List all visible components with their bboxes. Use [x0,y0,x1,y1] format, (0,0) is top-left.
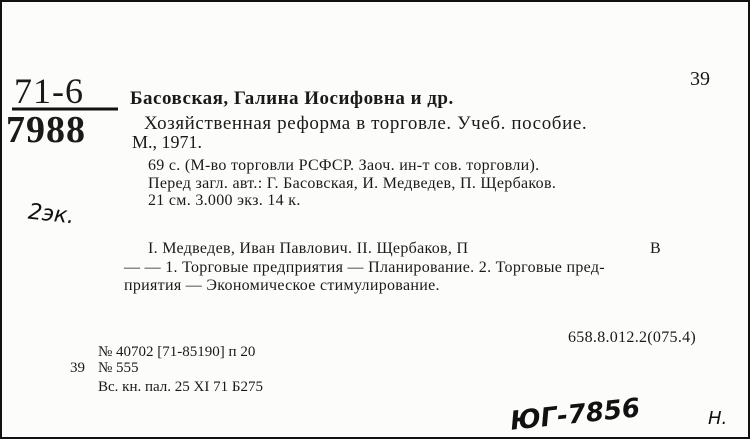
handwritten-accession-note: ЮГ-7856 [508,393,642,437]
handwritten-corner-mark: Н. [708,408,728,429]
tracing-letter: В [650,240,661,257]
book-title: Хозяйственная реформа в торговле. Учеб. пособие. [144,113,588,134]
tracing-line: — — 1. Торговые предприятия — Планирование. 2. Торговые пред- [124,259,605,276]
order-prefix: 39 [70,360,85,376]
author-heading: Басовская, Галина Иосифовна и др. [130,88,454,109]
order-line: № 40702 [71-85190] п 20 [98,344,256,360]
order-line: Вс. кн. пал. 25 XI 71 Б275 [98,379,263,395]
description-line: 21 см. 3.000 экз. 14 к. [148,192,301,209]
imprint: М., 1971. [132,132,203,152]
description-line: Перед загл. авт.: Г. Басовская, И. Медведев, П. Щербаков. [148,175,557,192]
order-line: № 555 [98,360,139,376]
call-number-top: 71-6 [14,71,84,111]
card-number: 39 [690,68,710,90]
tracing-line: приятия — Экономическое стимулирование. [124,277,440,294]
description-line: 69 с. (М-во торговли РСФСР. Заоч. ин-т сов. торговли). [148,157,540,174]
classification-number: 658.8.012.2(075.4) [568,329,697,346]
call-number-bottom: 7988 [6,109,86,151]
handwritten-copies-note: 2эк. [26,199,76,230]
tracing-line: I. Медведев, Иван Павлович. II. Щербаков, П [148,240,469,257]
